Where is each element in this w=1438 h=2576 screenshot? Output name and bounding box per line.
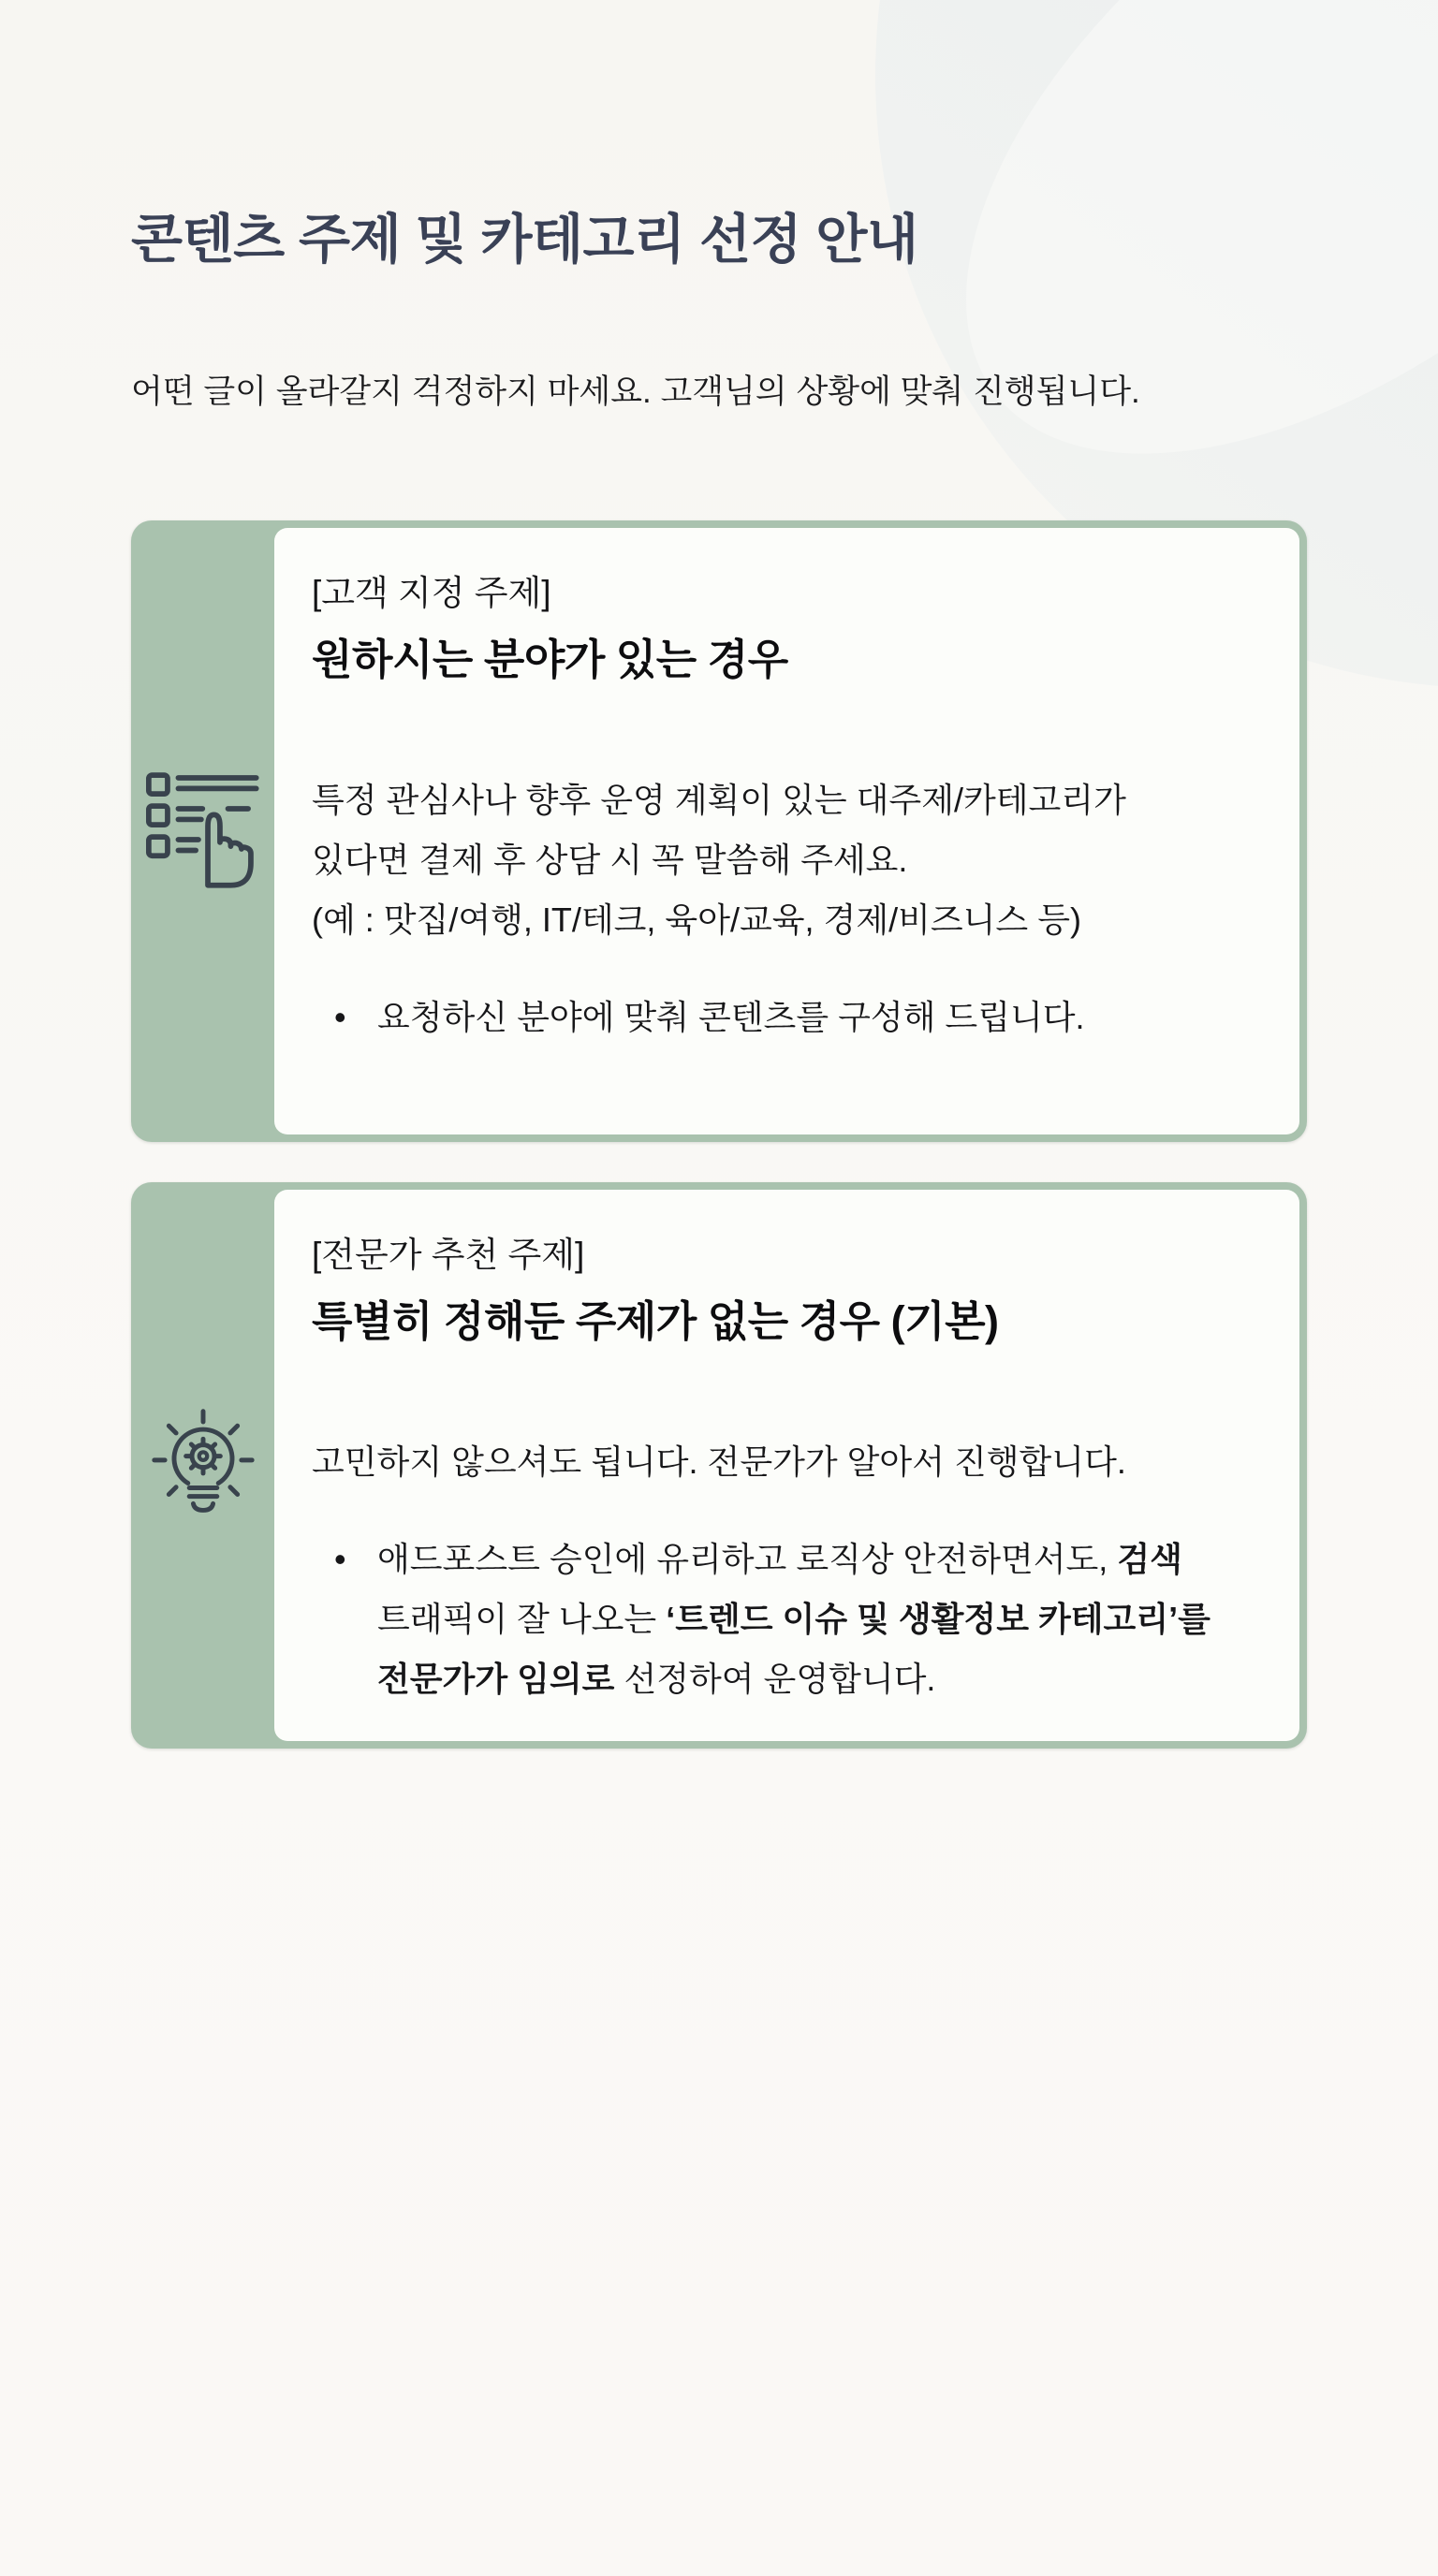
bullet-text: 요청하신 분야에 맞춰 콘텐츠를 구성해 드립니다.: [377, 997, 1085, 1036]
checklist-pointer-icon: [146, 772, 260, 890]
card-customer-topic: [131, 520, 1307, 1142]
card-label: [고객 지정 주제]: [312, 574, 551, 612]
bullet-item: [312, 988, 1262, 1047]
card-paragraph: 특정 관심사나 향후 운영 계획이 있는 대주제/카테고리가 있다면 결제 후 상담 시 꼭 말씀해 주세요. (예 : 맛집/여행, IT/테크, 육아/교육, 경제/비즈니스 등): [312, 780, 1126, 939]
card-paragraph: 고민하지 않으셔도 됩니다. 전문가가 알아서 진행합니다.: [312, 1442, 1126, 1481]
bullet-list: [312, 988, 1262, 1047]
bullet-list: [312, 1530, 1262, 1709]
card-expert-topic: [131, 1182, 1307, 1749]
bullet-text: 애드포스트 승인에 유리하고 로직상 안전하면서도, 검색 트래픽이 잘 나오는 ‘트렌드 이슈 및 생활정보 카테고리’를 전문가가 임의로 선정하여 운영합니다.: [377, 1539, 1211, 1698]
lightbulb-gear-icon: [147, 1399, 259, 1531]
card-icon-panel: [131, 1182, 274, 1749]
card-title: 원하시는 분야가 있는 경우: [312, 636, 788, 684]
card-content: [274, 528, 1299, 1134]
bullet-dot-icon: •: [334, 1539, 346, 1578]
card-title: 특별히 정해둔 주제가 없는 경우 (기본): [312, 1297, 999, 1346]
page-subtitle: 어떤 글이 올라갈지 걱정하지 마세요. 고객님의 상황에 맞춰 진행됩니다.: [131, 373, 1140, 410]
bullet-item: [312, 1530, 1262, 1709]
card-content: [274, 1190, 1299, 1741]
page-title: 콘텐츠 주제 및 카테고리 선정 안내: [131, 210, 918, 270]
card-label: [전문가 추천 주제]: [312, 1236, 585, 1274]
card-icon-panel: [131, 520, 274, 1142]
bullet-dot-icon: •: [334, 997, 346, 1036]
